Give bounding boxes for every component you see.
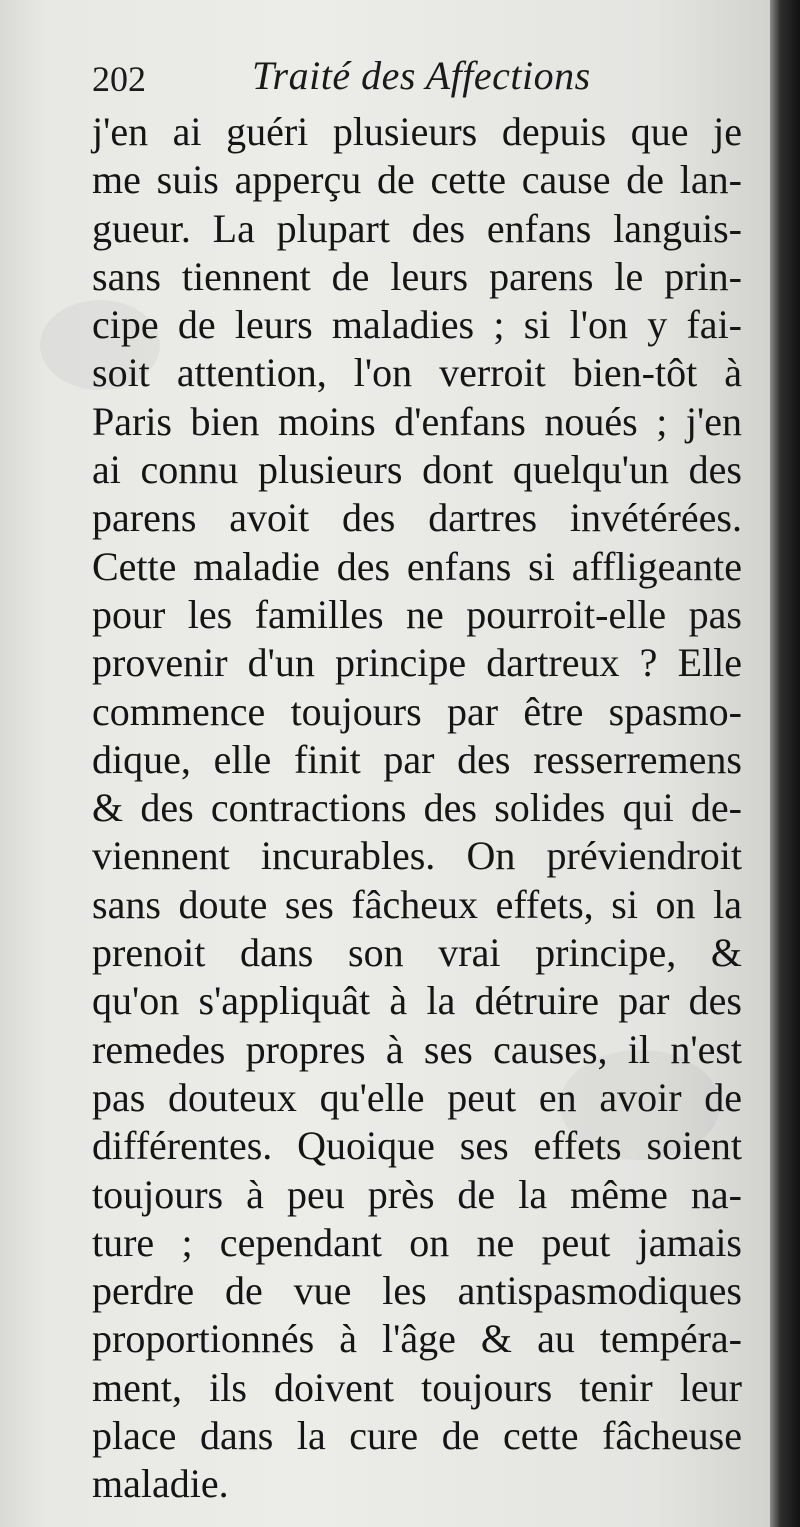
text-line: ment, ils doivent toujours tenir leur — [92, 1364, 742, 1410]
book-gutter-shadow — [770, 0, 800, 1527]
text-line: commence toujours par être spasmo- — [92, 688, 742, 734]
body-text — [92, 108, 742, 1509]
page-number: 202 — [92, 59, 146, 99]
text-line: perdre de vue les antispasmodiques — [92, 1268, 742, 1314]
text-line: viennent incurables. On préviendroit — [92, 833, 742, 879]
text-line: Paris bien moins d'enfans noués ; j'en — [92, 398, 742, 444]
text-line: prenoit dans son vrai principe, & — [92, 930, 742, 976]
text-line: sans doute ses fâcheux effets, si on la — [92, 881, 742, 927]
text-line: qu'on s'appliquât à la détruire par des — [92, 978, 742, 1024]
text-line: cipe de leurs maladies ; si l'on y fai- — [92, 302, 742, 348]
text-line: sans tiennent de leurs parens le prin- — [92, 253, 742, 299]
text-line: différentes. Quoique ses effets soient — [92, 1123, 742, 1169]
text-line: ai connu plusieurs dont quelqu'un des — [92, 447, 742, 493]
running-head — [92, 52, 732, 112]
text-line: pour les familles ne pourroit-elle pas — [92, 591, 742, 637]
text-line: j'en ai guéri plusieurs depuis que je — [92, 109, 742, 154]
text-line: parens avoit des dartres invétérées. — [92, 495, 742, 541]
text-line: me suis apperçu de cette cause de lan- — [92, 157, 742, 203]
running-title: Traité des Affections — [252, 53, 591, 98]
text-line: provenir d'un principe dartreux ? Elle — [92, 640, 742, 686]
text-line: toujours à peu près de la même na- — [92, 1171, 742, 1217]
text-line: ture ; cependant on ne peut jamais — [92, 1219, 742, 1265]
text-line: Cette maladie des enfans si affligeante — [92, 543, 742, 589]
text-line: dique, elle finit par des resserremens — [92, 736, 742, 782]
text-line: place dans la cure de cette fâcheuse — [92, 1413, 742, 1459]
text-line: remedes propres à ses causes, il n'est — [92, 1026, 742, 1072]
text-line: proportionnés à l'âge & au tempéra- — [92, 1316, 742, 1362]
text-line: soit attention, l'on verroit bien-tôt à — [92, 350, 742, 396]
text-line: & des contractions des solides qui de- — [92, 785, 742, 831]
text-line: gueur. La plupart des enfans languis- — [92, 205, 742, 251]
text-line: pas douteux qu'elle peut en avoir de — [92, 1074, 742, 1120]
text-line: maladie. — [92, 1461, 229, 1507]
